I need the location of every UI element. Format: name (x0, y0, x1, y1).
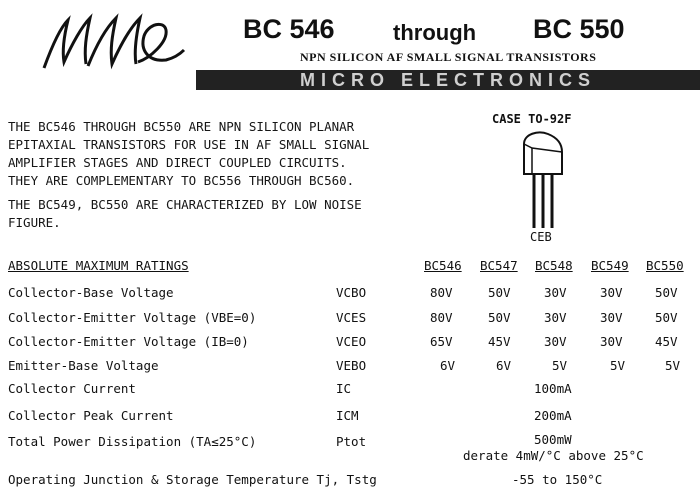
rating-value: 80V (430, 310, 453, 325)
rating-value: 30V (600, 310, 623, 325)
rating-value: 30V (544, 285, 567, 300)
part-header: BC550 (646, 258, 684, 273)
part-header: BC549 (591, 258, 629, 273)
transistor-package-icon (518, 130, 568, 232)
rating-value: 65V (430, 334, 453, 349)
rating-label: Collector Current (8, 381, 136, 396)
title-through: through (393, 20, 477, 45)
rating-symbol: IC (336, 381, 352, 396)
pinout-label: CEB (530, 230, 552, 244)
part-header: BC546 (424, 258, 462, 273)
subtitle: NPN SILICON AF SMALL SIGNAL TRANSISTORS (300, 50, 597, 64)
rating-value: 30V (544, 310, 567, 325)
rating-value: 30V (600, 285, 623, 300)
rating-label: Collector-Base Voltage (8, 285, 174, 300)
rating-value: 50V (655, 310, 678, 325)
rating-value: 45V (655, 334, 678, 349)
rating-value: 80V (430, 285, 453, 300)
rating-common-value: 200mA (534, 408, 572, 423)
ratings-heading: ABSOLUTE MAXIMUM RATINGS (8, 258, 189, 273)
rating-label: Total Power Dissipation (TA≤25°C) (8, 434, 257, 449)
description-line: THE BC546 THROUGH BC550 ARE NPN SILICON PLANAR (8, 119, 355, 134)
rating-value: 50V (488, 285, 511, 300)
part-header: BC547 (480, 258, 518, 273)
rating-label: Operating Junction & Storage Temperature Tj, Tstg (8, 472, 377, 487)
rating-value: 50V (655, 285, 678, 300)
rating-value: 50V (488, 310, 511, 325)
derating-note: derate 4mW/°C above 25°C (463, 448, 644, 463)
title-part-from: BC 546 (243, 14, 335, 44)
rating-value: 30V (544, 334, 567, 349)
description-line: EPITAXIAL TRANSISTORS FOR USE IN AF SMALL SIGNAL (8, 137, 370, 152)
rating-value: 5V (665, 358, 681, 373)
rating-common-value: -55 to 150°C (512, 472, 603, 487)
description-line: THE BC549, BC550 ARE CHARACTERIZED BY LOW NOISE (8, 197, 362, 212)
rating-label: Emitter-Base Voltage (8, 358, 159, 373)
description-line: AMPLIFIER STAGES AND DIRECT COUPLED CIRCUITS. (8, 155, 347, 170)
description-paragraph-1 (8, 118, 369, 190)
rating-value: 5V (552, 358, 568, 373)
title-part-to: BC 550 (533, 14, 625, 44)
rating-symbol: ICM (336, 408, 359, 423)
description-paragraph-2 (8, 196, 362, 232)
rating-symbol: VEBO (336, 358, 367, 373)
rating-value: 30V (600, 334, 623, 349)
rating-value: 6V (440, 358, 456, 373)
rating-value: 5V (610, 358, 626, 373)
company-logo (38, 6, 188, 78)
brand-band (196, 70, 700, 90)
rating-value: 45V (488, 334, 511, 349)
description-line: FIGURE. (8, 215, 61, 230)
rating-common-value: 100mA (534, 381, 572, 396)
description-line: THEY ARE COMPLEMENTARY TO BC556 THROUGH BC560. (8, 173, 355, 188)
rating-common-value: 500mW (534, 432, 572, 447)
case-label: CASE TO-92F (492, 112, 572, 126)
rating-symbol: Ptot (336, 434, 367, 449)
rating-symbol: VCBO (336, 285, 367, 300)
rating-label: Collector-Emitter Voltage (VBE=0) (8, 310, 257, 325)
rating-value: 6V (496, 358, 512, 373)
rating-label: Collector-Emitter Voltage (IB=0) (8, 334, 249, 349)
part-header: BC548 (535, 258, 573, 273)
rating-symbol: VCES (336, 310, 367, 325)
rating-symbol: VCEO (336, 334, 367, 349)
brand-band-text: MICRO ELECTRONICS (299, 70, 596, 90)
rating-label: Collector Peak Current (8, 408, 174, 423)
